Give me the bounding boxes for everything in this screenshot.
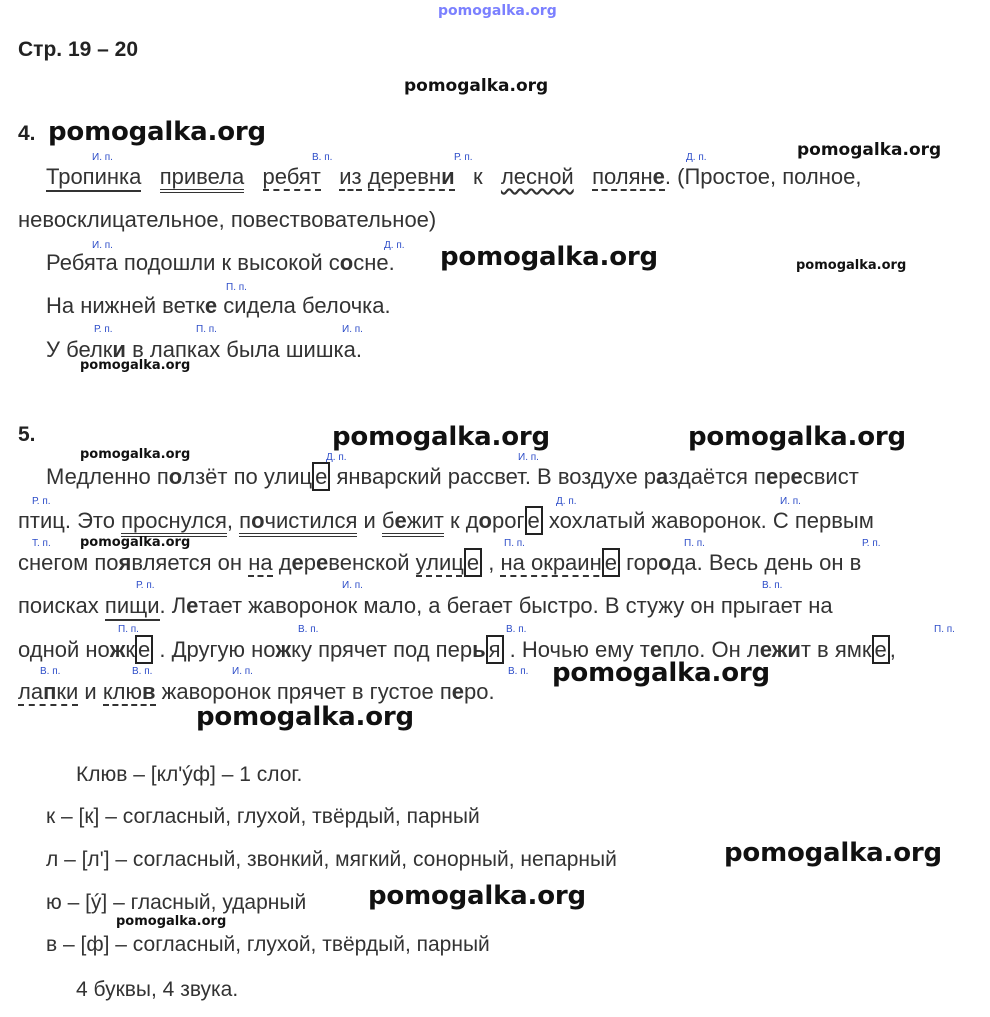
- phonetic-l: л – [л'] – согласный, звонкий, мягкий, сонорный, непарный: [46, 848, 617, 871]
- watermark: pomogalka.org: [404, 76, 549, 96]
- watermark: pomogalka.org: [688, 422, 906, 452]
- case-label: В. п.: [762, 580, 783, 591]
- case-label: В. п.: [132, 666, 153, 677]
- case-label: Д. п.: [384, 240, 405, 251]
- watermark: pomogalka.org: [724, 838, 942, 868]
- watermark: pomogalka.org: [796, 258, 907, 273]
- case-label: В. п.: [312, 152, 333, 163]
- watermark: pomogalka.org: [368, 881, 586, 911]
- case-label: В. п.: [298, 624, 319, 635]
- watermark: pomogalka.org: [196, 702, 414, 732]
- case-label: П. п.: [118, 624, 139, 635]
- phonetic-v: в – [ф] – согласный, глухой, твёрдый, парный: [46, 933, 490, 956]
- ex4-sentence-3: На нижней ветке сидела белочка.: [46, 293, 391, 318]
- ex5-line-5: одной ножк е . Другую ножку прячет под перь я . Ночью ему тепло. Он лежит в ямк е ,: [18, 637, 896, 662]
- page-header: Стр. 19 – 20: [18, 38, 139, 61]
- ex4-sentence-1-cont: невосклицательное, повествовательное): [18, 207, 437, 232]
- ex4-sentence-2: Ребята подошли к высокой сосне.: [46, 250, 395, 275]
- ex4-sentence-4: У белки в лапках была шишка.: [46, 337, 362, 362]
- case-label: Р. п.: [454, 152, 473, 163]
- watermark: pomogalka.org: [332, 422, 550, 452]
- watermark: pomogalka.org: [552, 658, 770, 688]
- case-label: И. п.: [92, 240, 113, 251]
- watermark: pomogalka.org: [440, 242, 658, 272]
- case-label: Р. п.: [862, 538, 881, 549]
- case-label: И. п.: [518, 452, 539, 463]
- watermark: pomogalka.org: [48, 117, 266, 147]
- watermark: pomogalka.org: [116, 914, 227, 929]
- case-label: П. п.: [684, 538, 705, 549]
- case-label: П. п.: [226, 282, 247, 293]
- case-label: И. п.: [232, 666, 253, 677]
- ex4-sentence-1: Тропинка привела ребят из деревни к лесной поляне. (Простое, полное,: [46, 166, 861, 188]
- phonetic-title: Клюв – [кл'ýф] – 1 слог.: [76, 763, 303, 786]
- exercise-5-number: 5.: [18, 423, 36, 446]
- case-label: Р. п.: [136, 580, 155, 591]
- case-label: В. п.: [40, 666, 61, 677]
- watermark-top: pomogalka.org: [438, 3, 557, 19]
- ex5-line-4: поисках пищи. Летает жаворонок мало, а бегает быстро. В стужу он прыгает на: [18, 595, 833, 617]
- case-label: Д. п.: [686, 152, 707, 163]
- exercise-4-number: 4.: [18, 122, 36, 145]
- case-label: И. п.: [342, 324, 363, 335]
- phonetic-yu: ю – [ý] – гласный, ударный: [46, 891, 307, 914]
- case-label: И. п.: [342, 580, 363, 591]
- ex5-line-6: лапки и клюв жаворонок прячет в густое перо.: [18, 679, 495, 704]
- watermark: pomogalka.org: [80, 358, 191, 373]
- case-label: П. п.: [196, 324, 217, 335]
- case-label: В. п.: [506, 624, 527, 635]
- case-label: В. п.: [508, 666, 529, 677]
- ex5-line-1: Медленно ползёт по улиц е январский рассвет. В воздухе раздаётся пересвист: [46, 464, 859, 489]
- watermark: pomogalka.org: [80, 535, 191, 550]
- ex5-line-3: снегом появляется он на деревенской улиц е , на окраин е города. Весь день он в: [18, 550, 862, 575]
- phonetic-summary: 4 буквы, 4 звука.: [76, 978, 239, 1001]
- watermark: pomogalka.org: [797, 140, 942, 160]
- case-label: Д. п.: [326, 452, 347, 463]
- watermark: pomogalka.org: [80, 447, 191, 462]
- case-label: П. п.: [934, 624, 955, 635]
- case-label: Р. п.: [94, 324, 113, 335]
- case-label: И. п.: [92, 152, 113, 163]
- case-label: Р. п.: [32, 496, 51, 507]
- case-label: И. п.: [780, 496, 801, 507]
- case-label: П. п.: [504, 538, 525, 549]
- case-label: Д. п.: [556, 496, 577, 507]
- case-label: Т. п.: [32, 538, 51, 549]
- ex5-line-2: птиц. Это проснулся, почистился и бежит к дорог е хохлатый жаворонок. С первым: [18, 510, 874, 532]
- phonetic-k: к – [к] – согласный, глухой, твёрдый, парный: [46, 805, 480, 828]
